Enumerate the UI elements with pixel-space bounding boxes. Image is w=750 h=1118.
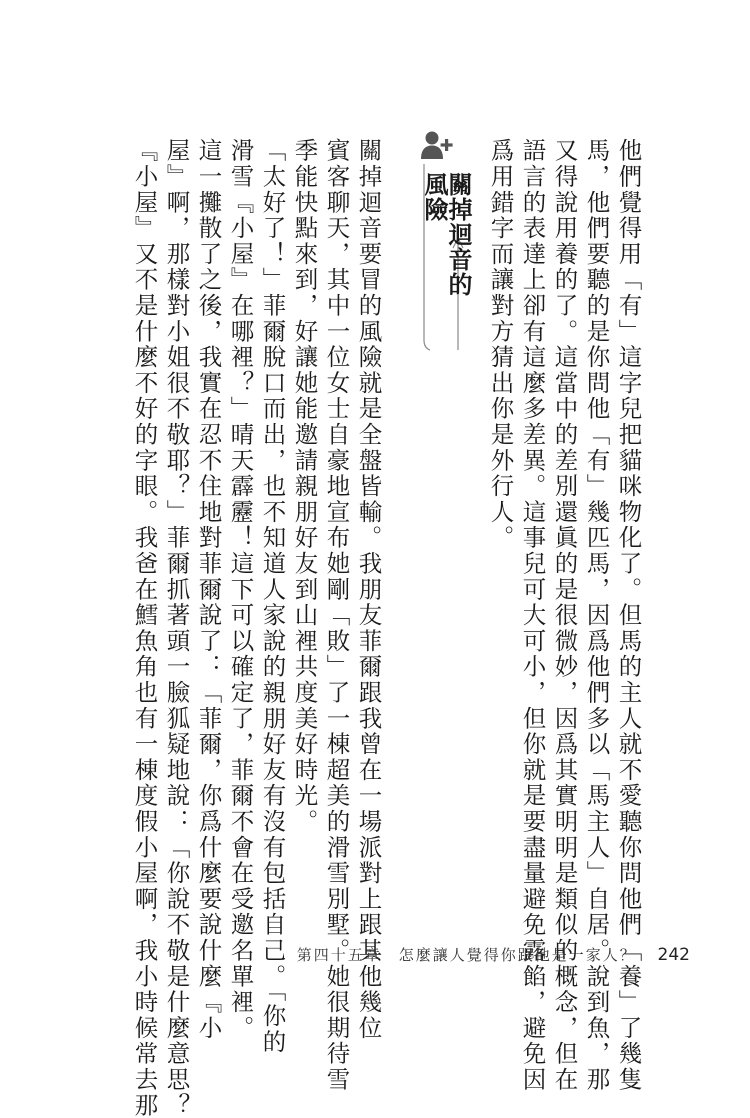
text-column-l2: 賓客聊天，其中一位女士自豪地宣布她剛「敗」了一棟超美的滑雪別墅。她很期待雪 [322, 138, 351, 1093]
text-column-l8: 『小屋』又不是什麼不好的字眼。我爸在鱈魚角也有一棟度假小屋啊，我小時候常去那 [130, 138, 159, 1118]
text-column-l6: 這一攤散了之後，我實在忍不住地對菲爾說了：「菲爾，你爲什麼要說什麼『小 [194, 138, 223, 1041]
text-column-r4: 語言的表達上卻有這麼多差異。這事兒可大可小，但你就是要盡量避免露餡，避免因 [518, 138, 547, 1093]
text-column-r1: 他們覺得用「有」這字兒把貓咪物化了。但馬的主人就不愛聽你問他們「養」了幾隻 [614, 138, 643, 1093]
section-heading [418, 130, 472, 320]
text-column-l7: 屋』啊，那樣對小姐很不敬耶？」菲爾抓著頭一臉狐疑地說：「你說不敬是什麼意思？ [162, 138, 191, 1118]
text-column-l3: 季能快點來到，好讓她能邀請親朋好友到山裡共度美好時光。 [290, 138, 319, 835]
chapter-title: 第四十五章 怎麼讓人覺得你跟他是一家人？ [296, 946, 637, 964]
text-column-r2: 馬，他們要聽的是你問他「有」幾匹馬，因爲他們多以「馬主人」自居。說到魚，那 [582, 138, 611, 1093]
page-number: 242 [657, 945, 690, 965]
text-column-r5: 爲用錯字而讓對方猜出你是外行人。 [486, 138, 515, 551]
text-column-l1: 關掉迴音要冒的風險就是全盤皆輸。我朋友菲爾跟我曾在一場派對上跟其他幾位 [354, 138, 383, 1041]
person-add-icon [420, 130, 454, 160]
text-column-l4: 「太好了！」菲爾脫口而出，也不知道人家說的親朋好友有沒有包括自己。「你的 [258, 138, 287, 1056]
text-column-r3: 又得說用養的了。這當中的差別還眞的是很微妙，因爲其實明明是類似的概念，但在 [550, 138, 579, 1093]
text-column-l5: 滑雪『小屋』在哪裡？」晴天霹靂！這下可以確定了，菲爾不會在受邀名單裡。 [226, 138, 255, 1041]
page-footer [0, 944, 690, 965]
section-heading-text: 關掉迴音的風險 [420, 172, 472, 297]
